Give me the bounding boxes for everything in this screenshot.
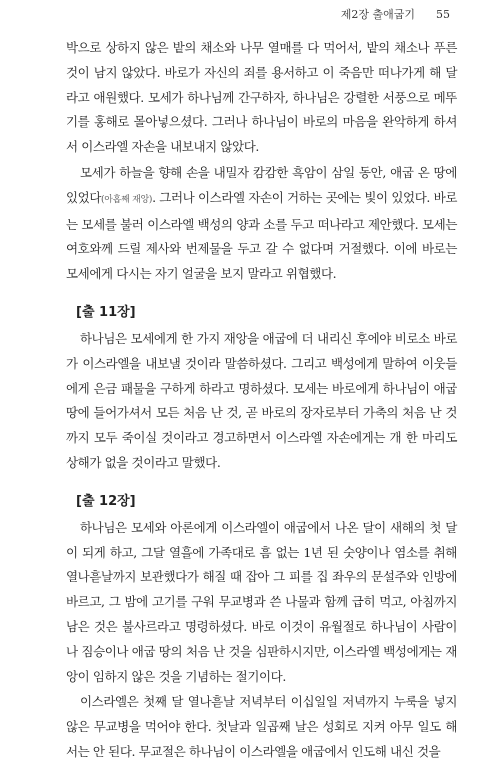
page-number: 55 (436, 8, 450, 21)
page-body (66, 36, 457, 765)
paragraph-unleavened-bread: 이스라엘은 첫째 달 열나흗날 저녁부터 이십일일 저녁까지 누룩을 넣지 않은 무교병을 먹어야 한다. 첫날과 일곱째 날은 성회로 지켜 아무 일도 해서는 안 된다. 무교절은 하나님이 이스라엘을 애굽에서 인도해 내신 것을 (66, 694, 457, 759)
paragraph-chapter-11: 하나님은 모세에게 한 가지 재앙을 애굽에 더 내리신 후에야 비로소 바로가 이스라엘을 내보낼 것이라 말씀하셨다. 그리고 백성에게 말하여 이웃들에게 은금 패물을 구하게 하라고 명하셨다. 모세는 바로에게 하나님이 애굽 땅에 들어가셔서 모든 처음 난 것, 곧 바로의 장자로부터 가축의 처음 난 것까지 모두 죽이실 것이라고 경고하면서 이스라엘 자손에게는 개 한 마리도 상해가 없을 것이라고 말했다. (66, 330, 457, 470)
paragraph-continuation: 박으로 상하지 않은 밭의 채소와 나무 열매를 다 먹어서, 밭의 채소나 푸른 것이 남지 않았다. 바로가 자신의 죄를 용서하고 이 죽음만 떠나가게 해 달라고 애원했다. 모세가 하나님께 간구하자, 하나님은 강렬한 서풍으로 메뚜기를 홍해로 몰아넣으셨다. 그러나 하나님이 바로의 마음을 완악하게 하셔서 이스라엘 자손을 내보내지 않았다. (66, 40, 457, 155)
paragraph-text: 모세가 하늘을 향해 손을 내밀자 캄캄한 흑암이 삼일 동안, 애굽 온 땅에 있었다 (66, 164, 457, 205)
paragraph-passover: 하나님은 모세와 아론에게 이스라엘이 애굽에서 나온 달이 새해의 첫 달이 되게 하고, 그달 열흘에 가족대로 흠 없는 1년 된 숫양이나 염소를 취해 열나흗날까지 보관했다가 해질 때 잡아 그 피를 집 좌우의 문설주와 인방에 바르고, 그 밤에 고기를 구워 무교병과 쓴 나물과 함께 급히 먹고, 아침까지 남은 것은 불사르라고 명령하셨다. 바로 이것이 유월절로 하나님이 사람이나 짐승이나 애굽 땅의 처음 난 것을 심판하시지만, 이스라엘 백성에게는 재앙이 임하지 않은 것을 기념하는 절기이다. (66, 519, 457, 684)
header-chapter: 제2장 (340, 8, 369, 21)
header-title: 출애굽기 (372, 8, 415, 21)
chapter-heading-11: [출 11장] (76, 304, 136, 320)
paragraph-ninth-plague (66, 161, 457, 287)
chapter-heading-12: [출 12장] (76, 493, 136, 509)
paragraph-text: . 그러나 이스라엘 자손이 거하는 곳에는 빛이 있었다. 바로는 모세를 불러 이스라엘 백성의 양과 소를 두고 떠나라고 제안했다. 모세는 여호와께 드릴 제사와 번제물을 두고 갈 수 없다며 거절했다. 이에 바로는 모세에게 다시는 자기 얼굴을 보지 말라고 위협했다. (66, 189, 457, 282)
running-header (341, 6, 450, 22)
plague-note: (아홉째 재앙) (101, 194, 153, 205)
